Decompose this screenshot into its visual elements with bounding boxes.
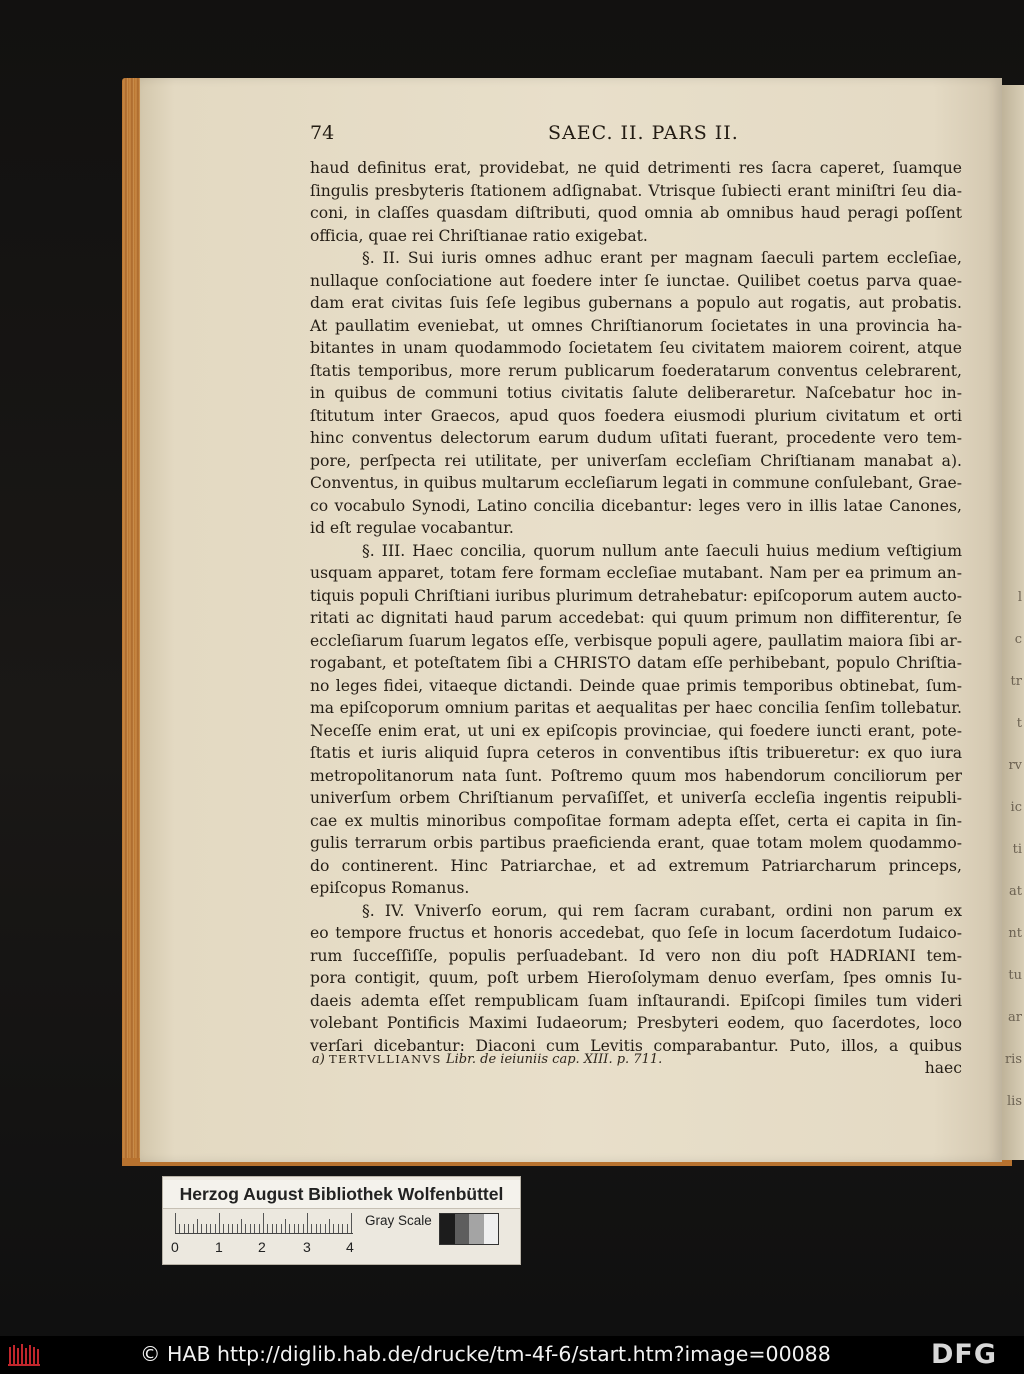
book-edge: [122, 78, 140, 1164]
text-line: no leges fidei, vitaeque dictandi. Deinde quae primis temporibus obtinebat, ſum-: [310, 676, 962, 695]
ruler-tick: [210, 1224, 211, 1233]
library-name: Herzog August Bibliothek Wolfenbüttel: [163, 1180, 520, 1209]
ruler-tick: [184, 1224, 185, 1233]
text-line: pora contigit, quum, poſt urbem Hieroſolymam denuo everſam, ſpes omnis Iu-: [310, 969, 962, 987]
text-line: gulis terrarum orbis partibus praeficienda erant, quae totam molem quodammo-: [310, 834, 962, 852]
text-line: Conventus, in quibus multarum eccleſiarum legati in commune conſulebant, Grae-: [310, 474, 962, 492]
footer-bar: [0, 1336, 1024, 1374]
ruler-tick: [289, 1224, 290, 1233]
gray-scale-swatches: [439, 1213, 499, 1245]
ruler-tick: [307, 1213, 308, 1233]
text-line: eccleſiarum ſuarum legatos eſſe, verbisque populi agere, paullatim maiora ſibi ar-: [310, 631, 962, 650]
text-line: ſingulis presbyteris ſtationem adſignabat. Vtrisque ſubiecti erant miniſtri ſeu dia-: [310, 181, 962, 200]
ruler-tick: [219, 1213, 220, 1233]
text-line: ſtatis et iuris aliquid ſupra ceteros in conventibus iſtis tribueretur: ex quo iura: [310, 744, 962, 762]
ruler-tick: [206, 1224, 207, 1233]
ruler-tick: [259, 1224, 260, 1233]
text-line: At paullatim eveniebat, ut omnes Chriſtianorum ſocietates in una provincia ha-: [310, 316, 962, 335]
text-line: co vocabulo Synodi, Latino concilia dicebantur: leges vero in illis latae Canones,: [310, 496, 962, 515]
library-label: [162, 1176, 521, 1265]
ruler-tick: [215, 1224, 216, 1233]
ruler-tick: [333, 1224, 334, 1233]
ruler-tick: [241, 1219, 242, 1233]
text-line: verſari dicebantur: Diaconi cum Levitis comparabantur. Puto, illos, a quibus: [310, 1036, 962, 1055]
ruler-tick: [228, 1224, 229, 1233]
running-head: SAEC. II. PARS II.: [548, 122, 739, 144]
facing-page: [1002, 85, 1024, 1160]
facing-page-fragment: lis: [1007, 1094, 1022, 1109]
ruler-tick: [237, 1224, 238, 1233]
text-line: §. II. Sui iuris omnes adhuc erant per magnam ſaeculi partem eccleſiae,: [362, 249, 962, 267]
facing-page-fragment: at: [1009, 884, 1022, 899]
gray-scale-label: Gray Scale: [365, 1213, 432, 1228]
ruler-tick: [232, 1224, 233, 1233]
ruler-number: 1: [215, 1239, 223, 1255]
ruler-tick: [276, 1224, 277, 1233]
text-line: coni, in claſſes quasdam diſtributi, quod omnia ab omnibus haud peragi poſſent: [310, 204, 962, 222]
text-line: bitantes in unam quodammodo ſocietatem ſeu civitatem maiorem coirent, atque: [310, 339, 962, 357]
gray-swatch: [484, 1214, 499, 1244]
ruler-tick: [197, 1219, 198, 1233]
dfg-logo: DFG: [931, 1339, 998, 1370]
ruler-tick: [311, 1224, 312, 1233]
ruler-tick: [285, 1219, 286, 1233]
text-line: rogabant, et poteſtatem ſibi a CHRISTO datam eſſe perhibebant, populo Chriſtia-: [310, 654, 962, 672]
ruler-tick: [303, 1224, 304, 1233]
ruler-tick: [316, 1224, 317, 1233]
text-line: dam erat civitas ſuis ſeſe legibus gubernans a populo aut rogatis, aut probatis.: [310, 294, 962, 312]
gray-swatch: [469, 1214, 484, 1244]
text-line: metropolitanorum nata ſunt. Poſtremo quum mos habendorum conciliorum per: [310, 766, 962, 785]
ruler-tick: [342, 1224, 343, 1233]
text-line: do continerent. Hinc Patriarchae, et ad extremum Patriarcharum princeps,: [310, 856, 962, 875]
ruler-tick: [250, 1224, 251, 1233]
ruler-tick: [188, 1224, 189, 1233]
ruler-tick: [347, 1224, 348, 1233]
text-line: ſtitutum inter Graecos, apud quos foedera eiusmodi plurium civitatum et orti: [310, 406, 962, 425]
text-line: id eſt regulae vocabantur.: [310, 519, 514, 537]
facing-page-fragment: l: [1017, 590, 1022, 605]
facing-page-fragment: nt: [1008, 926, 1022, 941]
copyright-url[interactable]: © HAB http://diglib.hab.de/drucke/tm-4f-6/start.htm?image=00088: [140, 1342, 831, 1366]
text-line: epiſcopus Romanus.: [310, 879, 470, 897]
body-text: [310, 157, 962, 1080]
ruler-tick: [179, 1224, 180, 1233]
text-line: Neceſſe enim erat, ut uni ex epiſcopis provinciae, qui foedere iuncti erant, pote-: [310, 721, 962, 740]
text-line: §. IV. Vniverſo eorum, qui rem ſacram curabant, ordini non parum ex: [362, 901, 962, 920]
ruler-tick: [272, 1224, 273, 1233]
text-line: officia, quae rei Chriſtianae ratio exigebat.: [310, 226, 648, 245]
ruler-tick: [351, 1213, 352, 1233]
gray-swatch: [455, 1214, 470, 1244]
ruler-number: 2: [258, 1239, 266, 1255]
text-line: ma epiſcoporum omnium paritas et aequalitas per haec concilia ſenſim tollebatur.: [310, 699, 962, 717]
ruler-tick: [245, 1224, 246, 1233]
text-line: tiquis populi Chriſtiani iuribus plurimum detrahebatur: epiſcoporum autem aucto-: [310, 586, 962, 605]
ruler-tick: [329, 1219, 330, 1233]
text-line: univerſum orbem Chriſtianum pervaſiſſet, et univerſa eccleſia ingentis reipubli-: [310, 789, 962, 807]
text-line: daeis ademta eſſet rempublicam ſuam inſtaurandi. Epiſcopi ſimiles tum videri: [310, 991, 962, 1010]
ruler-tick: [281, 1224, 282, 1233]
ruler-number: 4: [346, 1239, 354, 1255]
facing-page-fragment: c: [1014, 632, 1022, 647]
text-line: volebant Pontificis Maximi Iudaeorum; Presbyteri eodem, quo ſacerdotes, loco: [310, 1014, 962, 1032]
ruler-tick: [193, 1224, 194, 1233]
ruler-tick: [325, 1224, 326, 1233]
ruler-tick: [267, 1224, 268, 1233]
facing-page-fragment: rv: [1008, 758, 1022, 773]
ruler-number: 0: [171, 1239, 179, 1255]
text-line: hinc conventus delectorum earum dudum uſitati fuerant, procedente vero tem-: [310, 429, 962, 447]
hab-logo-icon: [8, 1343, 40, 1367]
ruler-tick: [263, 1213, 264, 1233]
text-line: cae ex multis minoribus compoſitae formam adepta eſſet, certa ei capita in ſin-: [310, 811, 962, 830]
facing-page-fragment: ar: [1008, 1010, 1022, 1025]
ruler-tick: [294, 1224, 295, 1233]
facing-page-fragment: ti: [1012, 842, 1022, 857]
ruler-tick: [223, 1224, 224, 1233]
text-line: nullaque conſociatione aut foedere inter ſe iunctae. Quilibet coetus parva quae-: [310, 271, 962, 290]
footnote: [312, 1052, 872, 1067]
text-line: ſtatis temporibus, more rerum publicarum foederatarum conventus celebrarent,: [310, 361, 962, 380]
text-line: rum ſucceſſiſſe, populis perſuadebant. Id vero non diu poſt HADRIANI tem-: [310, 946, 962, 965]
page-number: 74: [310, 122, 335, 144]
text-line: ritati ac dignitati haud parum accedebat: qui quum primum non diffiterentur, ſe: [310, 609, 962, 627]
footnote-marker: a): [312, 1052, 325, 1067]
ruler-tick: [298, 1224, 299, 1233]
text-line: haud definitus erat, providebat, ne quid detrimenti res ſacra caperet, ſuamque: [310, 159, 962, 177]
text-line: in quibus de communi totius civitatis ſalute deliberaretur. Naſcebatur hoc in-: [310, 384, 962, 402]
ruler-tick: [254, 1224, 255, 1233]
ruler-tick: [175, 1213, 176, 1233]
text-line: usquam apparet, totam fere formam eccleſiae mutabant. Nam per ea primum an-: [310, 564, 962, 582]
ruler-tick: [320, 1224, 321, 1233]
facing-page-fragment: t: [1016, 716, 1022, 731]
gray-swatch: [440, 1214, 455, 1244]
page-header: [310, 122, 970, 152]
ruler-tick: [338, 1224, 339, 1233]
footnote-author: TERTVLLIANVS: [328, 1052, 442, 1066]
facing-page-fragment: tr: [1010, 674, 1022, 689]
text-line: haec: [924, 1059, 962, 1077]
text-line: eo tempore fructus et honoris accedebat, quo ſeſe in locum ſacerdotum Iudaico-: [310, 924, 962, 942]
facing-page-fragment: ic: [1010, 800, 1022, 815]
ruler-tick: [201, 1224, 202, 1233]
ruler-number: 3: [303, 1239, 311, 1255]
facing-page-fragment: tu: [1008, 968, 1022, 983]
scale-ruler: [175, 1211, 353, 1234]
text-line: pore, perſpecta rei utilitate, per univerſam eccleſiam Chriſtianam manabat a).: [310, 451, 962, 470]
text-line: §. III. Haec concilia, quorum nullum ante ſaeculi huius medium veſtigium: [362, 541, 962, 560]
facing-page-fragment: ris: [1004, 1052, 1022, 1067]
footnote-reference: Libr. de ieiuniis cap. XIII. p. 711.: [445, 1052, 663, 1067]
